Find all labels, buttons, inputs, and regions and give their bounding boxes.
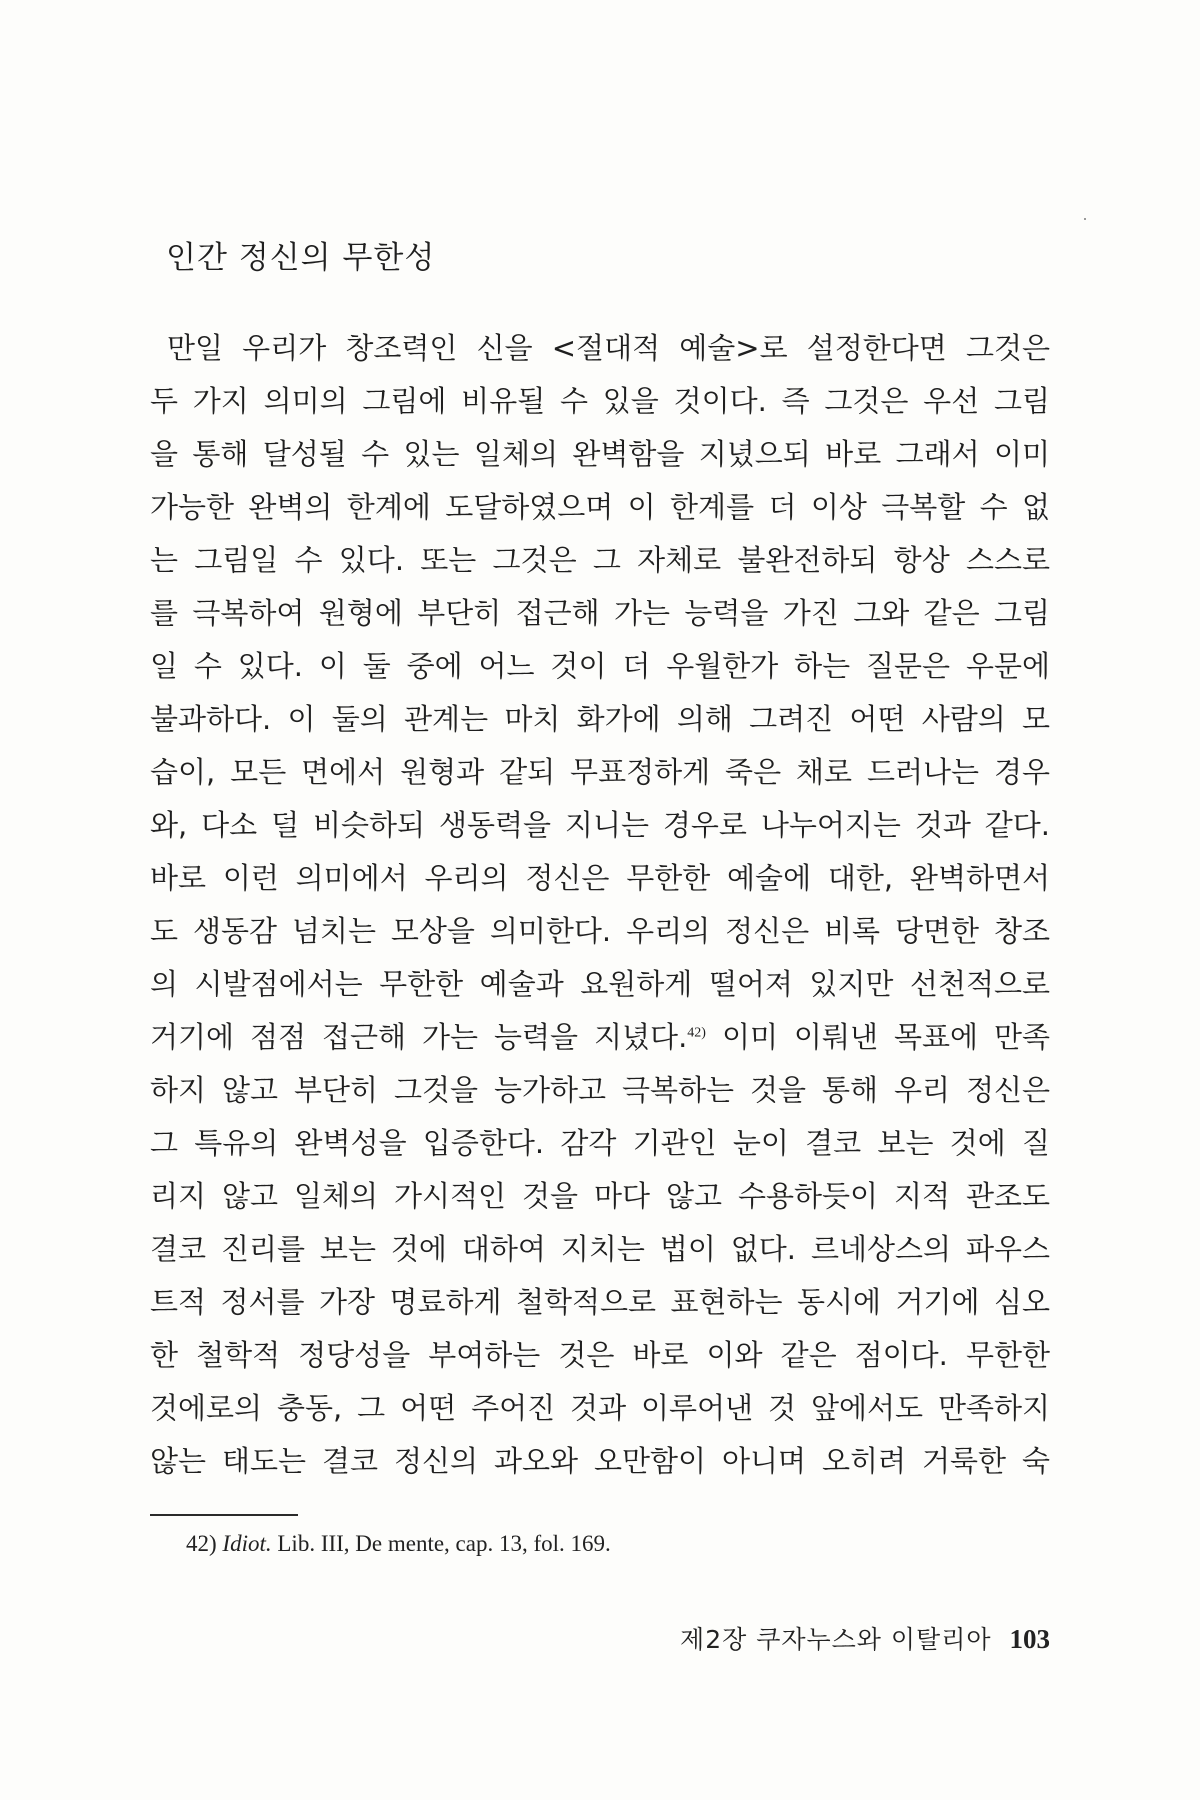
text-line: 습이, 모든 면에서 원형과 같되 무표정하게 죽은 채로 드러나는 경우 [150, 755, 1050, 789]
text-line: 그 특유의 완벽성을 입증한다. 감각 기관인 눈이 결코 보는 것에 질 [150, 1126, 1050, 1160]
text-line-with-note [150, 1011, 1050, 1064]
page-number: 103 [1009, 1624, 1050, 1654]
text-line: 한 철학적 정당성을 부여하는 것은 바로 이와 같은 점이다. 무한한 [150, 1338, 1050, 1372]
text-line: 바로 이런 의미에서 우리의 정신은 무한한 예술에 대한, 완벽하면서 [150, 861, 1050, 895]
text-line: 불과하다. 이 둘의 관계는 마치 화가에 의해 그려진 어떤 사람의 모 [150, 702, 1050, 736]
footnote-reference[interactable]: 42) [687, 1025, 706, 1041]
text-line: 도 생동감 넘치는 모상을 의미한다. 우리의 정신은 비록 당면한 창조 [150, 914, 1050, 948]
text-line: 않는 태도는 결코 정신의 과오와 오만함이 아니며 오히려 거룩한 숙 [150, 1444, 1050, 1478]
chapter-title: 제2장 쿠자누스와 이탈리아 [680, 1625, 992, 1654]
running-footer [680, 1620, 1050, 1656]
text-line: 두 가지 의미의 그림에 비유될 수 있을 것이다. 즉 그것은 우선 그림 [150, 384, 1050, 418]
footnote-number: 42) [186, 1531, 217, 1556]
text-line: 결코 진리를 보는 것에 대하여 지치는 법이 없다. 르네상스의 파우스 [150, 1232, 1050, 1266]
text-line: 것에로의 충동, 그 어떤 주어진 것과 이루어낸 것 앞에서도 만족하지 [150, 1391, 1050, 1425]
section-title: 인간 정신의 무한성 [166, 240, 436, 276]
text-line: 가능한 완벽의 한계에 도달하였으며 이 한계를 더 이상 극복할 수 없 [150, 490, 1050, 524]
text-line: 는 그림일 수 있다. 또는 그것은 그 자체로 불완전하되 항상 스스로 [150, 543, 1050, 577]
text-line: 일 수 있다. 이 둘 중에 어느 것이 더 우월한가 하는 질문은 우문에 [150, 649, 1050, 683]
text-line: 하지 않고 부단히 그것을 능가하고 극복하는 것을 통해 우리 정신은 [150, 1073, 1050, 1107]
footnote-citation: Lib. III, De mente, cap. 13, fol. 169. [277, 1531, 611, 1556]
text-line: 트적 정서를 가장 명료하게 철학적으로 표현하는 동시에 거기에 심오 [150, 1285, 1050, 1319]
footnote [186, 1514, 611, 1574]
footnote-source: Idiot. [222, 1531, 272, 1556]
body-paragraph [150, 322, 1050, 1488]
text-line: 리지 않고 일체의 가시적인 것을 마다 않고 수용하듯이 지적 관조도 [150, 1179, 1050, 1213]
text-line: 를 극복하여 원형에 부단히 접근해 가는 능력을 가진 그와 같은 그림 [150, 596, 1050, 630]
text-line: 와, 다소 덜 비슷하되 생동력을 지니는 경우로 나누어지는 것과 같다. [150, 808, 1050, 842]
scan-speck [1084, 218, 1086, 220]
text-segment: 거기에 점점 접근해 가는 능력을 지녔다. [150, 1020, 688, 1054]
text-line: 의 시발점에서는 무한한 예술과 요원하게 떨어져 있지만 선천적으로 [150, 967, 1050, 1001]
text-segment: 이미 이뤄낸 목표에 만족 [705, 1020, 1050, 1054]
text-line: 만일 우리가 창조력인 신을 <절대적 예술>로 설정한다면 그것은 [167, 331, 1050, 365]
text-line: 을 통해 달성될 수 있는 일체의 완벽함을 지녔으되 바로 그래서 이미 [150, 437, 1050, 471]
